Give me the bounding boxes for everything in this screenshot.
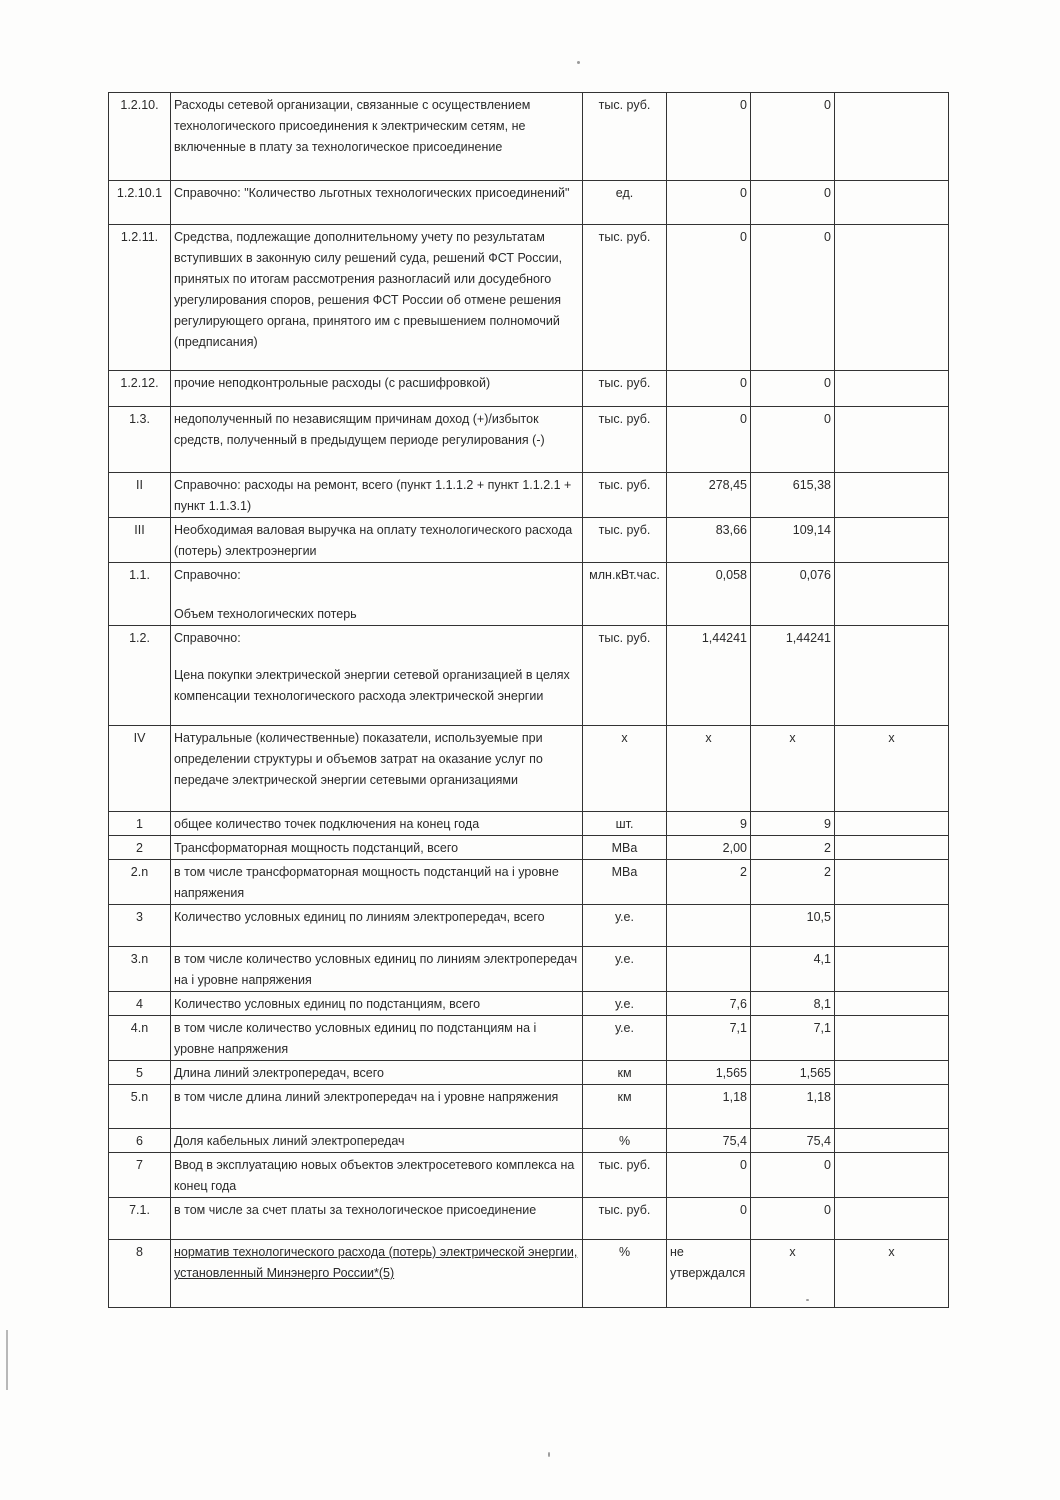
row-value-1: 1,565: [667, 1061, 751, 1085]
row-unit: км: [583, 1061, 667, 1085]
row-value-1: 0: [667, 1198, 751, 1240]
row-name: Необходимая валовая выручка на оплату технологического расхода (потерь) электроэнергии: [171, 518, 583, 563]
table-row: [109, 93, 949, 181]
row-value-1: 2,00: [667, 836, 751, 860]
table-row: [109, 518, 949, 563]
row-number: 7: [109, 1153, 171, 1198]
row-value-2: 8,1: [751, 992, 835, 1016]
scan-speck: [548, 1452, 550, 1457]
row-value-1: 1,18: [667, 1085, 751, 1129]
row-name: Средства, подлежащие дополнительному учету по результатам вступивших в законную силу решений суда, решений ФСТ России, принятых по итогам рассмотрения разногласий или досудебного урегулирования споров, решения ФСТ России об отмене решения регулирующего органа, принятого им с превышением полномочий (предписания): [171, 225, 583, 371]
table-row: [109, 726, 949, 812]
row-unit: МВа: [583, 860, 667, 905]
row-number: 1.3.: [109, 407, 171, 473]
row-number: 1.2.: [109, 626, 171, 726]
table-row: [109, 905, 949, 947]
row-unit: тыс. руб.: [583, 1198, 667, 1240]
row-value-2: 0: [751, 1198, 835, 1240]
row-value-1: 7,6: [667, 992, 751, 1016]
table-row: [109, 1085, 949, 1129]
row-name: Трансформаторная мощность подстанций, всего: [171, 836, 583, 860]
row-value-1: [667, 947, 751, 992]
row-unit: тыс. руб.: [583, 1153, 667, 1198]
row-value-2: 4,1: [751, 947, 835, 992]
row-value-2: 2: [751, 860, 835, 905]
row-number: II: [109, 473, 171, 518]
row-value-3: [835, 905, 949, 947]
row-value-3: [835, 992, 949, 1016]
row-value-2: 7,1: [751, 1016, 835, 1061]
table-row: [109, 1198, 949, 1240]
row-name: Длина линий электропередач, всего: [171, 1061, 583, 1085]
row-name: [171, 563, 583, 626]
row-name: Справочно: расходы на ремонт, всего (пункт 1.1.1.2 + пункт 1.1.2.1 + пункт 1.1.3.1): [171, 473, 583, 518]
row-value-2: 10,5: [751, 905, 835, 947]
row-value-1: 83,66: [667, 518, 751, 563]
row-value-2: 0,076: [751, 563, 835, 626]
row-value-3: [835, 518, 949, 563]
row-value-3: [835, 563, 949, 626]
row-number: 8: [109, 1240, 171, 1308]
cost-indicator-table: [108, 92, 949, 1308]
row-value-3: [835, 225, 949, 371]
table-row: [109, 473, 949, 518]
row-value-3: [835, 812, 949, 836]
row-unit: тыс. руб.: [583, 93, 667, 181]
row-number: 1: [109, 812, 171, 836]
row-unit: ед.: [583, 181, 667, 225]
row-name: Количество условных единиц по линиям электропередач, всего: [171, 905, 583, 947]
row-value-3: x: [835, 1240, 949, 1308]
row-unit: x: [583, 726, 667, 812]
row-value-3: [835, 473, 949, 518]
row-unit: тыс. руб.: [583, 626, 667, 726]
row-name: в том числе длина линий электропередач на i уровне напряжения: [171, 1085, 583, 1129]
row-number: 1.2.11.: [109, 225, 171, 371]
row-number: 1.1.: [109, 563, 171, 626]
row-value-3: x: [835, 726, 949, 812]
row-value-3: [835, 1198, 949, 1240]
row-value-1: 0: [667, 371, 751, 407]
row-value-3: [835, 1153, 949, 1198]
row-unit: тыс. руб.: [583, 518, 667, 563]
row-unit: %: [583, 1129, 667, 1153]
row-value-1: не утверждался: [667, 1240, 751, 1308]
row-name-lead: Справочно:: [174, 631, 241, 645]
row-value-1: 9: [667, 812, 751, 836]
row-value-3: [835, 407, 949, 473]
row-value-2: 0: [751, 371, 835, 407]
row-value-2: x: [751, 726, 835, 812]
row-name: Количество условных единиц по подстанциям, всего: [171, 992, 583, 1016]
table-row: [109, 563, 949, 626]
table-row: [109, 836, 949, 860]
row-number: 3: [109, 905, 171, 947]
table-row: [109, 225, 949, 371]
row-unit: у.е.: [583, 947, 667, 992]
row-number: III: [109, 518, 171, 563]
row-value-2: 615,38: [751, 473, 835, 518]
row-value-1: 0: [667, 407, 751, 473]
table-row: [109, 181, 949, 225]
table-row: [109, 626, 949, 726]
row-value-1: 0,058: [667, 563, 751, 626]
row-number: 4: [109, 992, 171, 1016]
row-name: недополученный по независящим причинам доход (+)/избыток средств, полученный в предыдущем периоде регулирования (-): [171, 407, 583, 473]
row-number: 2: [109, 836, 171, 860]
row-name: [171, 1240, 583, 1308]
row-name: в том числе количество условных единиц по подстанциям на i уровне напряжения: [171, 1016, 583, 1061]
row-value-1: 0: [667, 225, 751, 371]
scan-speck: [577, 61, 580, 64]
row-value-3: [835, 181, 949, 225]
row-value-2: 0: [751, 93, 835, 181]
row-name: Справочно: "Количество льготных технологических присоединений": [171, 181, 583, 225]
row-value-2: 0: [751, 1153, 835, 1198]
row-number: 4.n: [109, 1016, 171, 1061]
row-value-2: 109,14: [751, 518, 835, 563]
row-name: Натуральные (количественные) показатели, используемые при определении структуры и объемов затрат на оказание услуг по передаче электрической энергии сетевыми организациями: [171, 726, 583, 812]
row-number: IV: [109, 726, 171, 812]
row-number: 5.n: [109, 1085, 171, 1129]
row-value-3: [835, 371, 949, 407]
row-unit: у.е.: [583, 1016, 667, 1061]
row-name: в том числе за счет платы за технологическое присоединение: [171, 1198, 583, 1240]
row-name-detail: Цена покупки электрической энергии сетевой организацией в целях компенсации технологического расхода электрической энергии: [174, 668, 570, 703]
row-value-1: 0: [667, 93, 751, 181]
row-name: общее количество точек подключения на конец года: [171, 812, 583, 836]
row-value-3: [835, 626, 949, 726]
row-unit: МВа: [583, 836, 667, 860]
row-unit: млн.кВт.час.: [583, 563, 667, 626]
row-value-2: 1,565: [751, 1061, 835, 1085]
row-unit: %: [583, 1240, 667, 1308]
row-unit: тыс. руб.: [583, 225, 667, 371]
row-value-2: 0: [751, 225, 835, 371]
row-value-2: 75,4: [751, 1129, 835, 1153]
row-name: [171, 626, 583, 726]
row-value-2: x: [751, 1240, 835, 1308]
table-row: [109, 1016, 949, 1061]
row-value-1: 75,4: [667, 1129, 751, 1153]
row-number: 1.2.10.1: [109, 181, 171, 225]
table-row: [109, 860, 949, 905]
scan-edge: [6, 1330, 8, 1390]
row-value-2: 9: [751, 812, 835, 836]
row-value-1: 0: [667, 1153, 751, 1198]
table-row: [109, 947, 949, 992]
row-number: 3.n: [109, 947, 171, 992]
row-value-3: [835, 1129, 949, 1153]
row-unit: у.е.: [583, 905, 667, 947]
row-number: 7.1.: [109, 1198, 171, 1240]
row-value-1: 278,45: [667, 473, 751, 518]
row-value-1: [667, 905, 751, 947]
row-value-3: [835, 860, 949, 905]
row-value-2: 0: [751, 181, 835, 225]
row-number: 5: [109, 1061, 171, 1085]
row-value-2: 0: [751, 407, 835, 473]
table-row: [109, 371, 949, 407]
row-value-3: [835, 93, 949, 181]
row-value-3: [835, 1061, 949, 1085]
table-row: [109, 812, 949, 836]
row-name: Расходы сетевой организации, связанные с осуществлением технологического присоединения к электрическим сетям, не включенные в плату за технологическое присоединение: [171, 93, 583, 181]
row-value-1: 7,1: [667, 1016, 751, 1061]
table-row: [109, 407, 949, 473]
row-number: 1.2.10.: [109, 93, 171, 181]
table-row: [109, 1240, 949, 1308]
row-unit: тыс. руб.: [583, 473, 667, 518]
row-value-1: 1,44241: [667, 626, 751, 726]
row-number: 1.2.12.: [109, 371, 171, 407]
row-name-detail: Объем технологических потерь: [174, 607, 357, 621]
row-unit: тыс. руб.: [583, 371, 667, 407]
row-value-1: 2: [667, 860, 751, 905]
row-unit: у.е.: [583, 992, 667, 1016]
row-unit: тыс. руб.: [583, 407, 667, 473]
row-value-2: 1,18: [751, 1085, 835, 1129]
row-name-text: норматив технологического расхода (потерь) электрической энергии, установленный Минэнерго России*(5): [174, 1245, 578, 1280]
row-name: в том числе трансформаторная мощность подстанций на i уровне напряжения: [171, 860, 583, 905]
row-value-3: [835, 947, 949, 992]
row-unit: шт.: [583, 812, 667, 836]
table-row: [109, 1061, 949, 1085]
row-name-lead: Справочно:: [174, 568, 241, 582]
table-row: [109, 1153, 949, 1198]
row-value-2: 2: [751, 836, 835, 860]
row-name: прочие неподконтрольные расходы (с расшифровкой): [171, 371, 583, 407]
row-name: Доля кабельных линий электропередач: [171, 1129, 583, 1153]
table-row: [109, 1129, 949, 1153]
row-value-3: [835, 1085, 949, 1129]
row-name: Ввод в эксплуатацию новых объектов электросетевого комплекса на конец года: [171, 1153, 583, 1198]
row-number: 6: [109, 1129, 171, 1153]
row-value-3: [835, 1016, 949, 1061]
row-value-3: [835, 836, 949, 860]
row-value-1: x: [667, 726, 751, 812]
row-number: 2.n: [109, 860, 171, 905]
row-unit: км: [583, 1085, 667, 1129]
table-row: [109, 992, 949, 1016]
row-name: в том числе количество условных единиц по линиям электропередач на i уровне напряжения: [171, 947, 583, 992]
row-value-1: 0: [667, 181, 751, 225]
row-value-2: 1,44241: [751, 626, 835, 726]
